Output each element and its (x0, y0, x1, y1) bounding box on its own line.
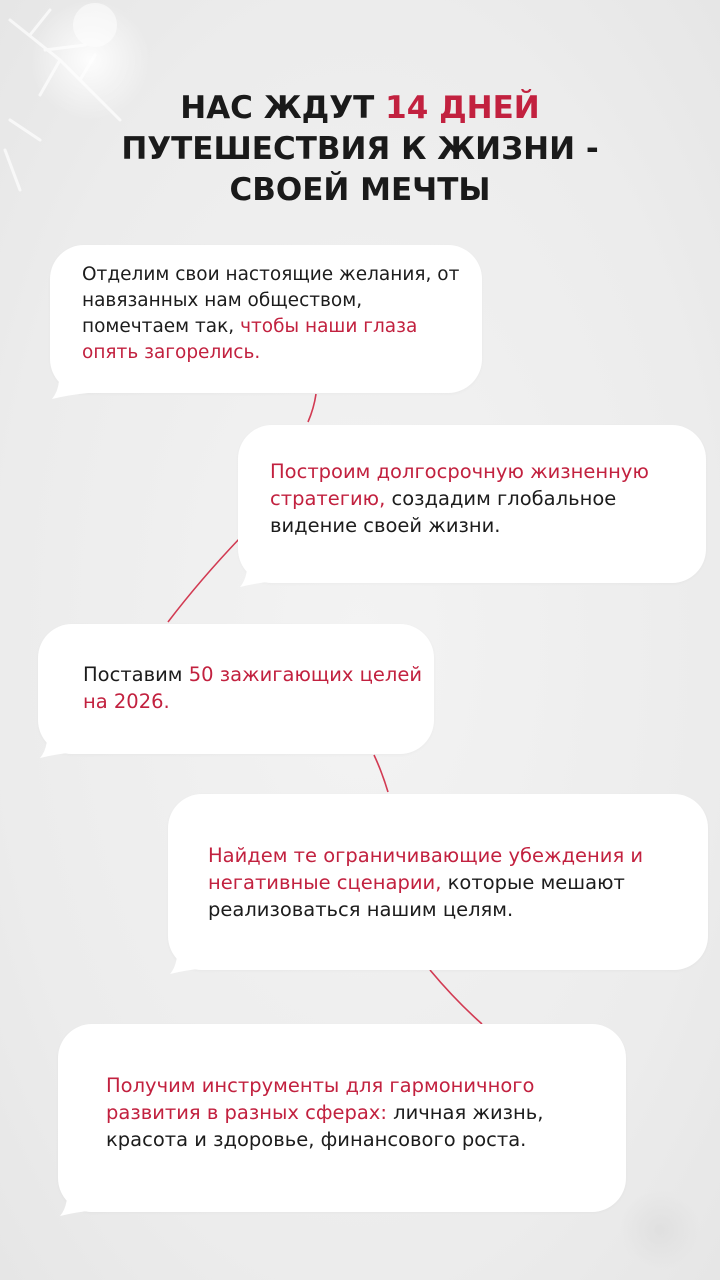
title-accent-days: 14 ДНЕЙ (385, 90, 540, 126)
bubble-text: Отделим свои настоящие желания, от навязанных нам обществом, помечтаем так, чтобы наши глаза опять загорелись. (82, 264, 460, 363)
chat-bubble-4 (168, 794, 708, 970)
bubble-text: Найдем те ограничивающие убеждения и негативные сценарии, которые мешают реализоваться нашим целям. (208, 844, 644, 921)
bubble-text: Получим инструменты для гармоничного развития в разных сферах: личная жизнь, красота и здоровье, финансового роста. (106, 1074, 544, 1151)
title-line-1: НАС ЖДУТ 14 ДНЕЙ (180, 90, 540, 126)
chat-bubble-3 (38, 624, 434, 754)
bubble-tail (56, 1182, 96, 1218)
bubble-text: Построим долгосрочную жизненную стратегию, создадим глобальное видение своей жизни. (270, 460, 649, 537)
bubble-text: Поставим 50 зажигающих целей на 2026. (83, 663, 423, 713)
chat-bubble-2 (238, 425, 706, 583)
title-line-3: СВОЕЙ МЕЧТЫ (229, 172, 491, 208)
chat-bubble-5 (58, 1024, 626, 1212)
bubble-tail (36, 724, 76, 760)
bubble-tail (48, 365, 88, 401)
bubble-tail (236, 553, 276, 589)
bubble-tail (166, 940, 206, 976)
chat-bubble-1 (50, 245, 482, 393)
title-line-2: ПУТЕШЕСТВИЯ К ЖИЗНИ - (121, 131, 599, 167)
